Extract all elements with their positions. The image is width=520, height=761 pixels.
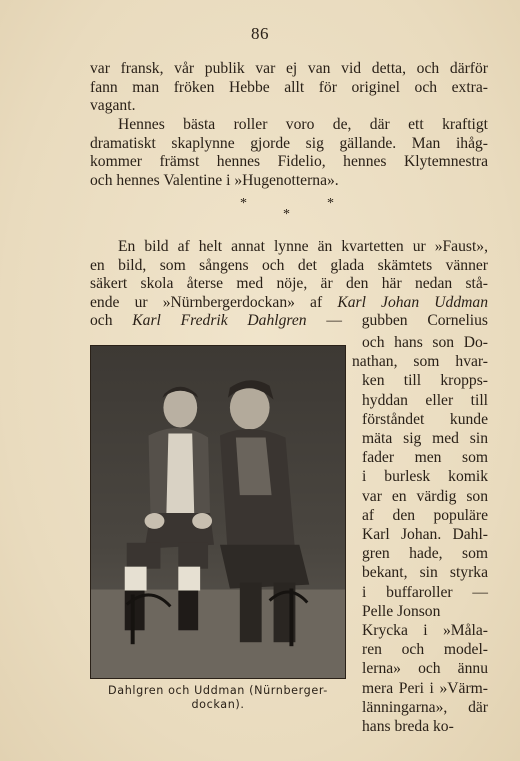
photo-caption [86, 684, 350, 712]
text-line: fader men som [362, 449, 488, 467]
text-line: och hans son Do- [362, 334, 488, 351]
divider-star: * [327, 196, 334, 211]
author-name: Karl Fredrik Dahlgren [132, 312, 307, 330]
paragraph-3 [90, 238, 488, 331]
text-line: fann man fröken Hebbe allt för originel och extra- [90, 78, 488, 96]
text-line: länningarna», där [362, 698, 488, 716]
caption-line: Dahlgren och Uddman (Nürnberger- [108, 684, 328, 697]
text-line: af den populäre [362, 506, 488, 524]
caption-line: dockan). [191, 698, 245, 711]
photograph [90, 345, 346, 679]
text-line [90, 312, 488, 331]
text-line: Krycka i »Måla- [362, 622, 488, 640]
author-name: Karl Johan Uddman [337, 293, 489, 311]
text-line: hyddan eller till [362, 391, 488, 409]
text-line: Hennes bästa roller voro de, där ett kraftigt [118, 116, 488, 133]
text-line: hans breda ko- [362, 718, 454, 736]
paragraph-1 [90, 60, 488, 116]
text-line: säkert skola återse med nöje, är den här nedan stå- [90, 275, 488, 293]
text-line: dramatiskt skaplynne gjorde sig gällande. Man ihåg- [90, 134, 488, 152]
text-line: i buffaroller — [362, 583, 488, 601]
text-line: gren hade, som [362, 545, 488, 563]
text-line: var fransk, vår publik var ej van vid detta, och därför [90, 60, 488, 77]
side-text-column [352, 333, 488, 736]
text-line: förståndet kunde [362, 410, 488, 428]
text-line: mäta sig med sin [362, 430, 488, 448]
text-line: vagant. [90, 97, 136, 115]
text-line: Pelle Jonson [362, 602, 441, 620]
divider-star: * [283, 207, 290, 222]
text-line: ren och model- [362, 641, 488, 659]
text-line: i burlesk komik [362, 468, 488, 486]
text-segment: och [90, 312, 113, 330]
text-line: en bild, som sångens och det glada skämtets vänner [90, 256, 488, 274]
text-segment: — gubben Cornelius [326, 312, 488, 330]
text-line [90, 294, 488, 313]
paragraph-2 [90, 116, 488, 190]
divider-star: * [240, 196, 247, 211]
page-number: 86 [251, 24, 269, 43]
photograph-illustration [91, 346, 345, 678]
text-line: Karl Johan. Dahl- [362, 526, 488, 544]
text-line: och hennes Valentine i »Hugenotterna». [90, 171, 339, 189]
text-line: nathan, som hvar- [352, 353, 488, 371]
text-line: var en värdig son [362, 487, 488, 505]
text-line: mera Peri i »Värm- [362, 679, 488, 697]
text-line: bekant, sin styrka [362, 564, 488, 582]
text-segment: ende ur »Nürnbergerdockan» af [90, 293, 323, 311]
text-line: kommer främst hennes Fidelio, hennes Klytemnestra [90, 153, 488, 171]
text-line: ken till kropps- [362, 372, 488, 390]
text-line: lerna» och ännu [362, 660, 488, 678]
text-line: En bild af helt annat lynne än kvartetten ur »Faust», [118, 238, 488, 255]
